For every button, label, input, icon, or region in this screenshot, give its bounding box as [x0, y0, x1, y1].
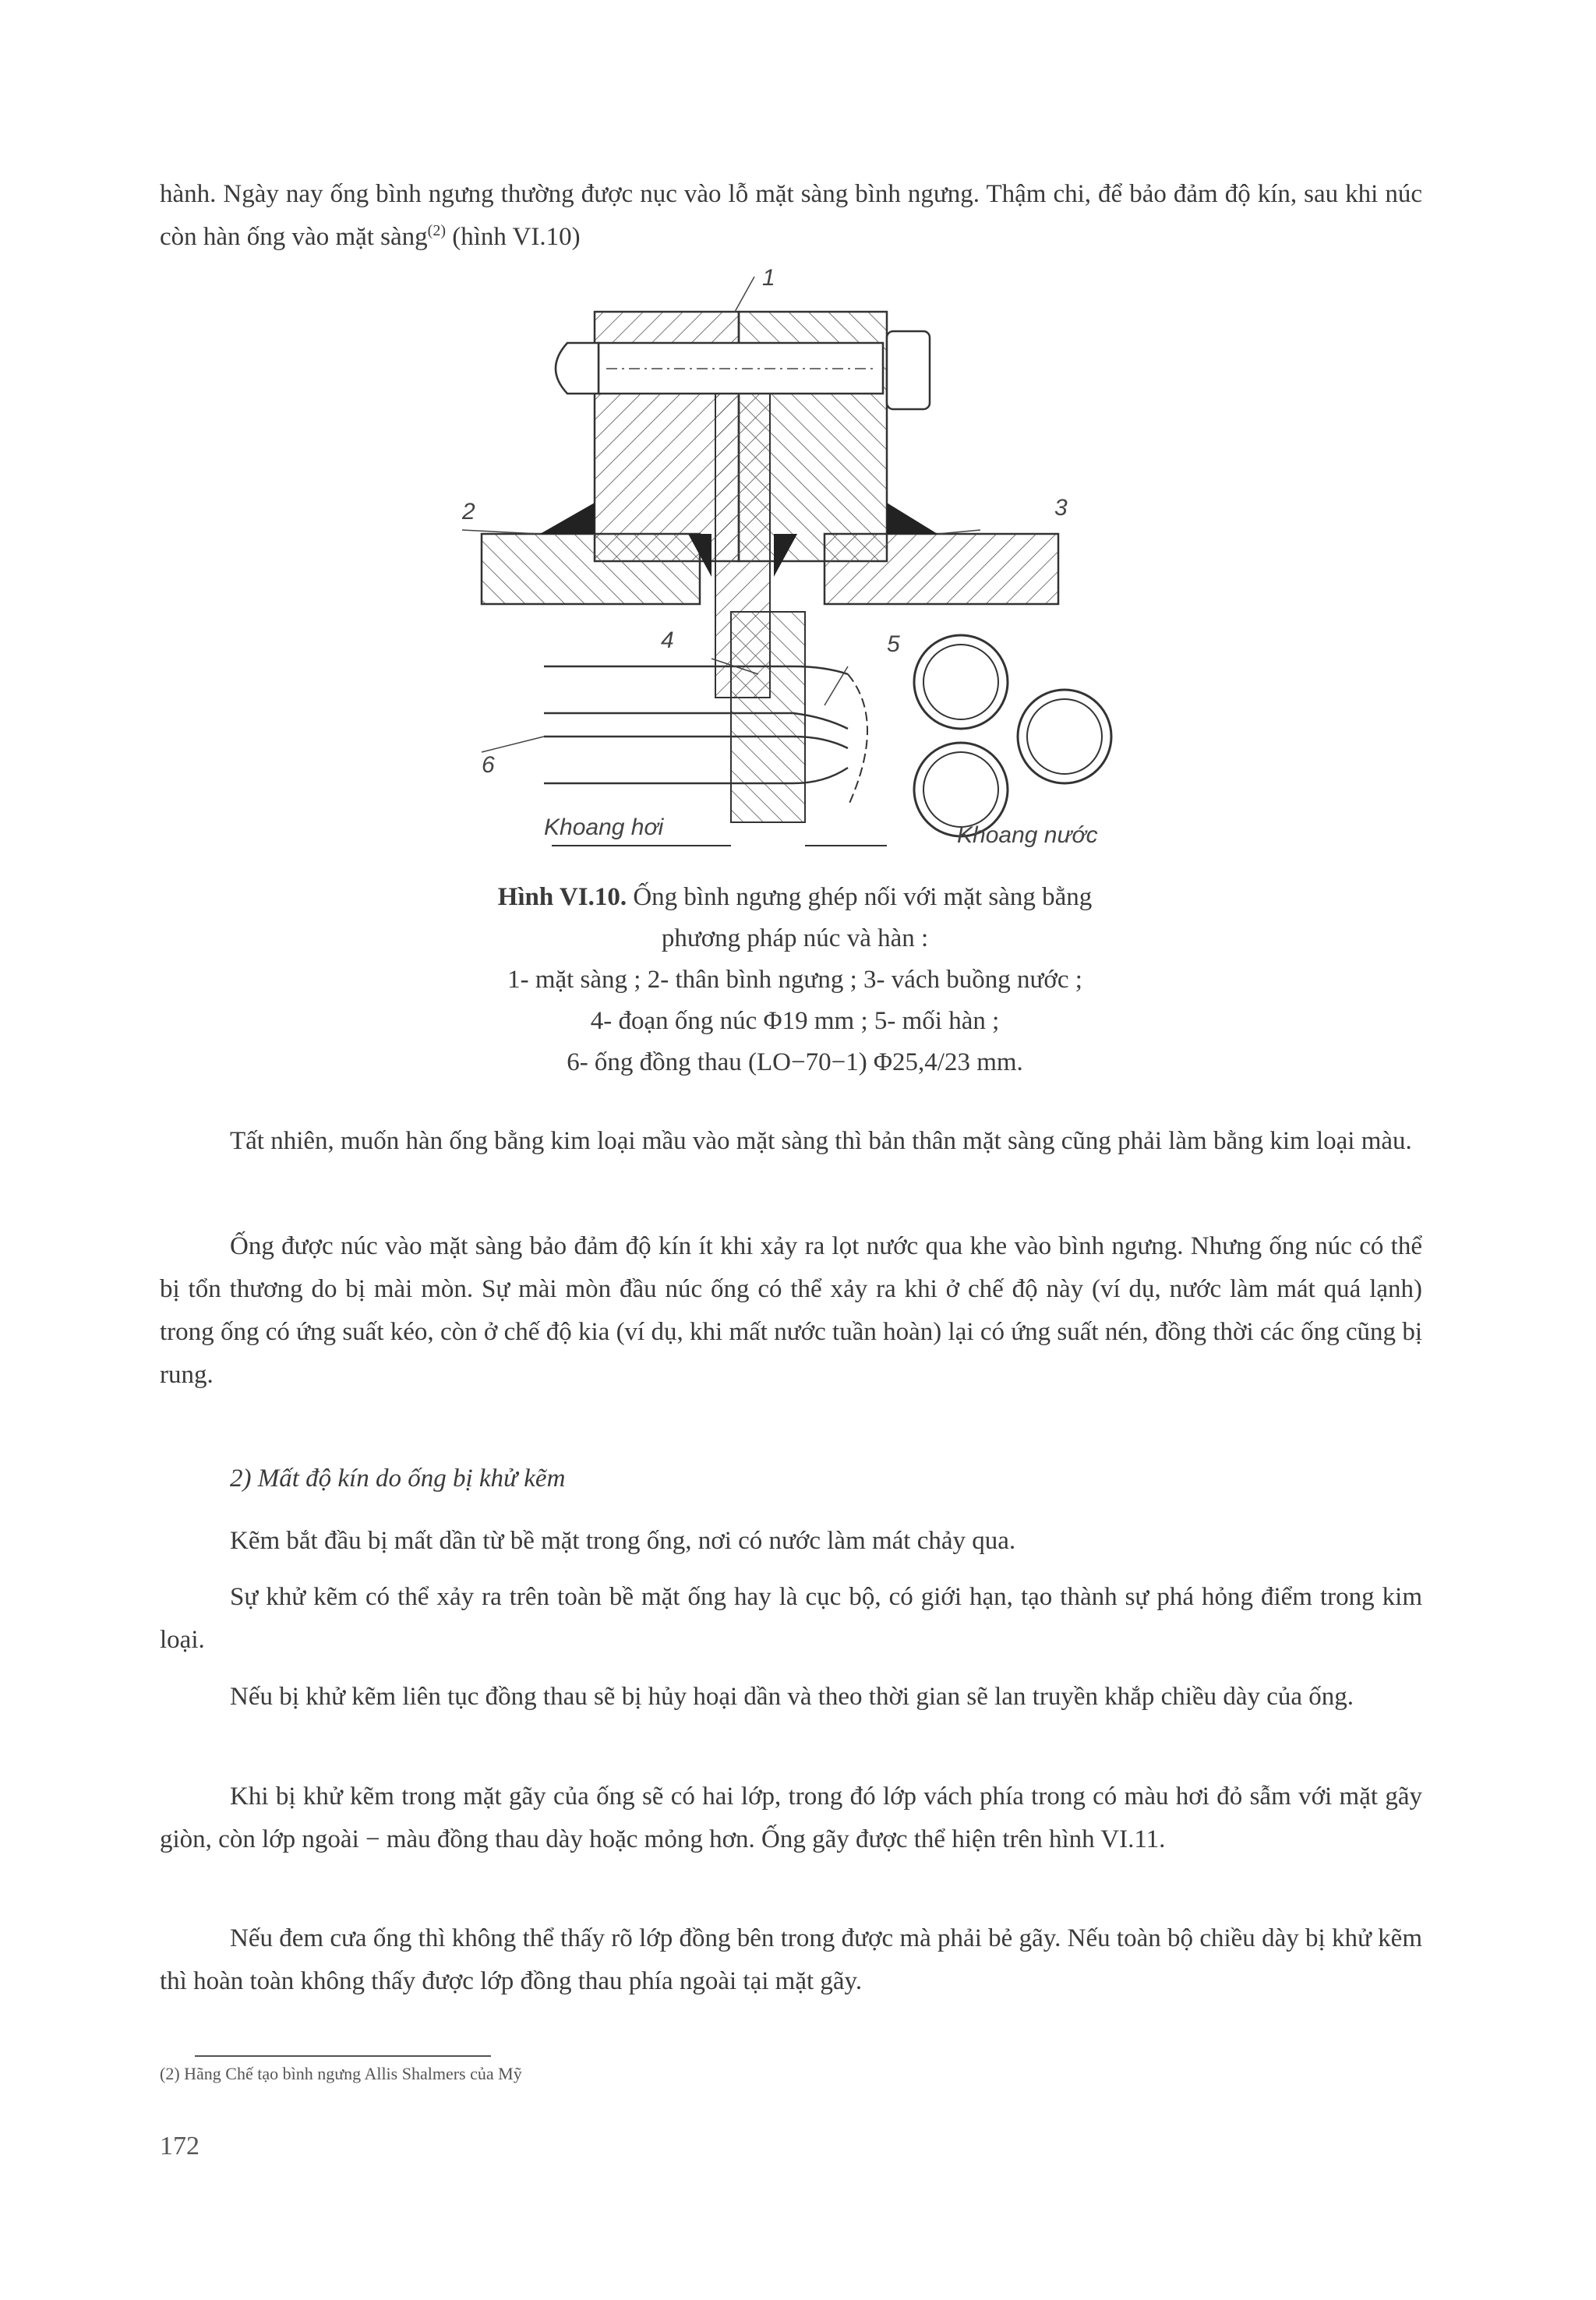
caption-line-2: phương pháp núc và hàn :: [661, 924, 929, 952]
caption-title: Hình VI.10.: [497, 883, 627, 911]
label-1: 1: [762, 265, 775, 291]
label-3: 3: [1054, 495, 1068, 521]
condenser-tube-joint-drawing: [388, 269, 1214, 908]
footnote-reference: (2): [427, 222, 446, 239]
caption-title-text: Ống bình ngưng ghép nối với mặt sàng bằng: [627, 883, 1093, 911]
intro-figure-ref: (hình VI.10): [446, 223, 581, 251]
caption-line-4: 4- đoạn ống núc Φ19 mm ; 5- mối hàn ;: [590, 1007, 1000, 1035]
paragraph-5: Nếu bị khử kẽm liên tục đồng thau sẽ bị hủy hoại dần và theo thời gian sẽ lan truyền khắp chiều dày của ống.: [230, 1683, 1354, 1711]
paragraph-1: Tất nhiên, muốn hàn ống bằng kim loại mầu vào mặt sàng thì bản thân mặt sàng cũng phải làm bằng kim loại màu.: [230, 1127, 1412, 1155]
caption-line-5: 6- ống đồng thau (LO−70−1) Φ25,4/23 mm.: [567, 1048, 1023, 1076]
caption-line-3: 1- mặt sàng ; 2- thân bình ngưng ; 3- vách buồng nước ;: [507, 966, 1082, 994]
intro-text: hành. Ngày nay ống bình ngưng thường được nục vào lỗ mặt sàng bình ngưng. Thậm chi, để bảo đảm độ kín, sau khi núc còn hàn ống vào mặt sàng: [160, 180, 1422, 251]
footnote-divider: [195, 2055, 491, 2057]
figure-vi-10: [388, 265, 1214, 908]
footnote: (2) Hãng Chế tạo bình ngưng Allis Shalmers của Mỹ: [160, 2064, 522, 2083]
paragraph-3: Kẽm bắt đầu bị mất dần từ bề mặt trong ống, nơi có nước làm mát chảy qua.: [230, 1527, 1016, 1555]
label-2: 2: [462, 499, 475, 525]
paragraph-4: Sự khử kẽm có thể xảy ra trên toàn bề mặt ống hay là cục bộ, có giới hạn, tạo thành sự phá hỏng điểm trong kim loại.: [160, 1583, 1422, 1654]
label-4: 4: [661, 627, 674, 653]
intro-paragraph: [160, 173, 1422, 259]
paragraph-2: Ống được núc vào mặt sàng bảo đảm độ kín ít khi xảy ra lọt nước qua khe vào bình ngưng. Nhưng ống núc có thể bị tổn thương do bị mài mòn. Sự mài mòn đầu núc ống có thể xảy ra khi ở chế độ này (ví dụ, nước làm mát quá lạnh) trong ống có ứng suất kéo, còn ở chế độ kia (ví dụ, khi mất nước tuần hoàn) lại có ứng suất nén, đồng thời các ống cũng bị rung.: [160, 1232, 1422, 1389]
label-6: 6: [482, 752, 495, 778]
paragraph-7: Nếu đem cưa ống thì không thể thấy rõ lớp đồng bên trong được mà phải bẻ gãy. Nếu toàn bộ chiều dày bị khử kẽm thì hoàn toàn không thấy được lớp đồng thau phía ngoài tại mặt gãy.: [160, 1924, 1422, 1995]
page-number: 172: [160, 2132, 200, 2160]
label-5: 5: [887, 631, 900, 657]
label-steam-chamber: Khoang hơi: [544, 814, 664, 840]
paragraph-6: Khi bị khử kẽm trong mặt gãy của ống sẽ có hai lớp, trong đó lớp vách phía trong có màu hơi đỏ sẫm với mặt gãy giòn, còn lớp ngoài − màu đồng thau dày hoặc mỏng hơn. Ống gãy được thể hiện trên hình VI.11.: [160, 1782, 1422, 1853]
label-water-chamber: Khoang nước: [957, 822, 1098, 848]
section-heading: 2) Mất độ kín do ống bị khử kẽm: [230, 1464, 566, 1493]
figure-caption: [327, 877, 1262, 1083]
